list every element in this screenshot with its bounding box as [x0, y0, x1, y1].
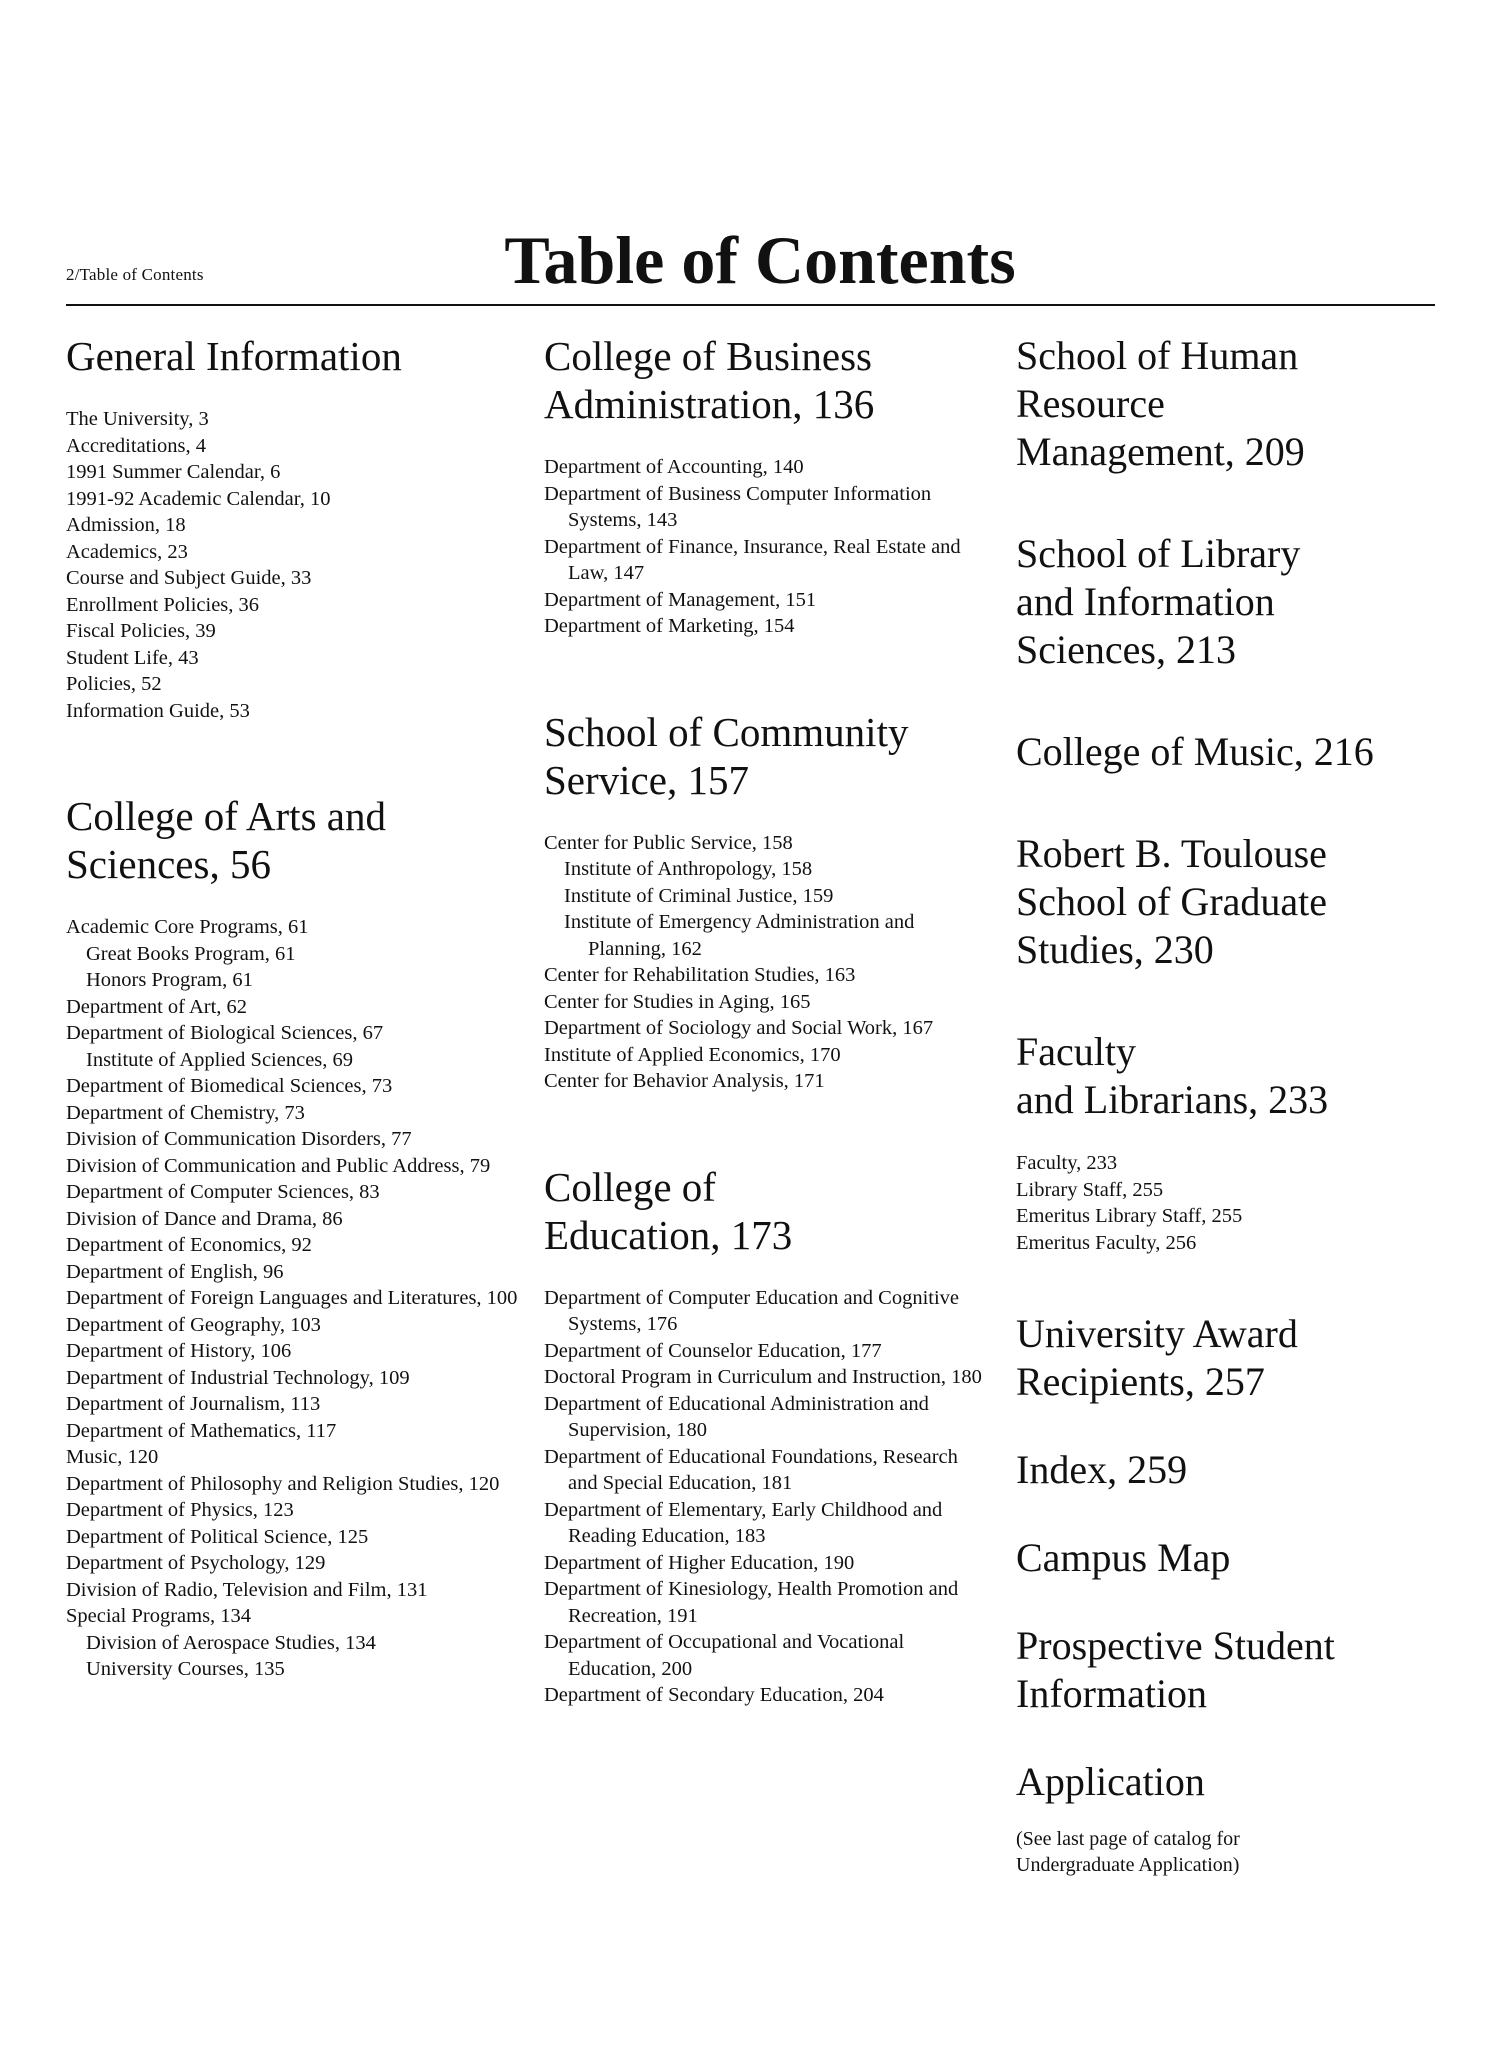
- toc-entry[interactable]: Department of Physics, 123: [66, 1499, 294, 1521]
- heading-line: Studies, 230: [1016, 927, 1214, 972]
- toc-entry[interactable]: Department of Journalism, 113: [66, 1393, 321, 1415]
- heading-line: School of Human: [1016, 333, 1299, 378]
- heading-line: Administration, 136: [544, 381, 875, 427]
- heading-line: College of Business: [544, 333, 872, 379]
- toc-entry[interactable]: Fiscal Policies, 39: [66, 620, 216, 642]
- title-rule: [66, 304, 1435, 306]
- section-faculty-and-librarians: [1016, 1028, 1446, 1256]
- section-campus-map[interactable]: [1016, 1534, 1446, 1582]
- toc-entry[interactable]: Department of Computer Sciences, 83: [66, 1181, 380, 1203]
- toc-entry[interactable]: Department of Business Computer Information Systems, 143: [544, 482, 932, 531]
- toc-subentry[interactable]: Honors Program, 61: [86, 969, 253, 991]
- section-library-information-sciences[interactable]: [1016, 530, 1446, 674]
- toc-entry[interactable]: Department of Finance, Insurance, Real Estate and Law, 147: [544, 535, 961, 584]
- heading-line: and Librarians, 233: [1016, 1077, 1329, 1122]
- entry-list: [544, 1285, 984, 1709]
- toc-entry[interactable]: Department of Foreign Languages and Literatures, 100: [66, 1287, 518, 1309]
- toc-entry[interactable]: Department of Industrial Technology, 109: [66, 1366, 410, 1389]
- toc-entry[interactable]: Emeritus Library Staff, 255: [1016, 1205, 1243, 1227]
- toc-entry[interactable]: Music, 120: [66, 1446, 159, 1468]
- toc-entry[interactable]: Department of Elementary, Early Childhood and Reading Education, 183: [544, 1498, 943, 1547]
- toc-entry[interactable]: Library Staff, 255: [1016, 1178, 1164, 1201]
- toc-entry[interactable]: Department of Counselor Education, 177: [544, 1339, 882, 1362]
- toc-entry[interactable]: Center for Behavior Analysis, 171: [544, 1070, 825, 1092]
- heading-line: University Award: [1016, 1311, 1298, 1356]
- toc-entry[interactable]: Doctoral Program in Curriculum and Instruction, 180: [544, 1366, 982, 1388]
- toc-subentry[interactable]: Division of Aerospace Studies, 134: [86, 1631, 376, 1654]
- note-line: Undergraduate Application): [1016, 1854, 1240, 1876]
- toc-entry[interactable]: Department of Economics, 92: [66, 1234, 312, 1256]
- toc-subentry[interactable]: Institute of Applied Sciences, 69: [86, 1048, 354, 1071]
- heading-line: Resource: [1016, 381, 1165, 426]
- toc-entry[interactable]: Academic Core Programs, 61: [66, 916, 309, 938]
- page-title: Table of Contents: [504, 222, 1016, 298]
- toc-entry[interactable]: Department of Management, 151: [544, 588, 817, 611]
- toc-entry[interactable]: Division of Radio, Television and Film, 131: [66, 1578, 428, 1601]
- heading-line: Management, 209: [1016, 429, 1305, 474]
- toc-entry[interactable]: Department of Psychology, 129: [66, 1552, 326, 1574]
- section-heading: [544, 708, 984, 804]
- toc-entry[interactable]: Department of Sociology and Social Work, 167: [544, 1017, 934, 1039]
- toc-entry[interactable]: Department of History, 106: [66, 1340, 292, 1362]
- toc-entry[interactable]: Department of Art, 62: [66, 995, 248, 1018]
- toc-entry[interactable]: Department of Occupational and Vocational Education, 200: [544, 1631, 905, 1680]
- section-human-resource-management[interactable]: [1016, 332, 1446, 476]
- toc-entry[interactable]: Department of Political Science, 125: [66, 1525, 369, 1548]
- toc-entry[interactable]: Division of Communication and Public Address, 79: [66, 1154, 491, 1177]
- section-heading: [544, 1163, 984, 1259]
- toc-subentry[interactable]: Institute of Criminal Justice, 159: [564, 884, 834, 907]
- toc-entry[interactable]: 1991-92 Academic Calendar, 10: [66, 487, 331, 510]
- heading-line: Robert B. Toulouse: [1016, 831, 1327, 876]
- middle-column: [544, 332, 984, 1709]
- toc-entry[interactable]: Department of Secondary Education, 204: [544, 1684, 884, 1706]
- section-heading[interactable]: [1016, 1758, 1446, 1806]
- toc-entry[interactable]: Department of Computer Education and Cognitive Systems, 176: [544, 1286, 960, 1335]
- toc-entry[interactable]: Admission, 18: [66, 514, 186, 536]
- section-prospective-student-information[interactable]: [1016, 1622, 1446, 1718]
- toc-entry[interactable]: Department of Accounting, 140: [544, 456, 804, 478]
- heading-line: Prospective Student: [1016, 1623, 1335, 1668]
- toc-entry[interactable]: Policies, 52: [66, 673, 162, 695]
- toc-entry[interactable]: 1991 Summer Calendar, 6: [66, 461, 281, 483]
- toc-entry[interactable]: Information Guide, 53: [66, 699, 250, 722]
- heading-line: College of Arts and: [66, 793, 386, 839]
- heading-line: Index, 259: [1016, 1447, 1188, 1492]
- entry-list: [1016, 1150, 1446, 1256]
- toc-entry[interactable]: Department of Educational Foundations, Research and Special Education, 181: [544, 1445, 958, 1494]
- section-graduate-studies[interactable]: [1016, 830, 1446, 974]
- toc-entry[interactable]: Faculty, 233: [1016, 1152, 1118, 1174]
- note-line: (See last page of catalog for: [1016, 1828, 1240, 1850]
- heading-line: College of: [544, 1163, 716, 1210]
- toc-entry[interactable]: Enrollment Policies, 36: [66, 593, 260, 616]
- entry-list: [544, 830, 984, 1095]
- section-college-of-education: [544, 1163, 984, 1709]
- section-university-award-recipients[interactable]: [1016, 1310, 1446, 1406]
- toc-entry[interactable]: Center for Public Service, 158: [544, 831, 793, 854]
- entry-list: [66, 406, 536, 724]
- section-general-information: [66, 332, 536, 724]
- heading-line: College of Music, 216: [1016, 729, 1374, 774]
- application-note: [1016, 1826, 1446, 1878]
- toc-entry[interactable]: Student Life, 43: [66, 646, 199, 669]
- section-heading: [66, 792, 536, 888]
- toc-entry[interactable]: Department of Higher Education, 190: [544, 1551, 855, 1574]
- toc-entry[interactable]: Department of Biomedical Sciences, 73: [66, 1075, 393, 1097]
- heading-line: Campus Map: [1016, 1535, 1231, 1580]
- toc-entry[interactable]: Department of Marketing, 154: [544, 615, 795, 637]
- running-head: 2/Table of Contents: [66, 265, 204, 284]
- toc-entry[interactable]: Department of Kinesiology, Health Promotion and Recreation, 191: [544, 1578, 959, 1627]
- heading-line: and Information: [1016, 579, 1275, 624]
- section-arts-and-sciences: [66, 792, 536, 1683]
- toc-entry[interactable]: Division of Dance and Drama, 86: [66, 1207, 343, 1230]
- section-heading: General Information: [66, 333, 402, 379]
- section-heading[interactable]: [1016, 1028, 1446, 1124]
- toc-entry[interactable]: Department of Biological Sciences, 67: [66, 1022, 384, 1044]
- toc-entry[interactable]: Department of Philosophy and Religion Studies, 120: [66, 1472, 500, 1495]
- heading-line: School of Library: [1016, 531, 1301, 576]
- section-college-of-music[interactable]: [1016, 728, 1446, 776]
- entry-list: [544, 454, 984, 640]
- heading-line: Education, 173: [544, 1211, 793, 1258]
- right-column: [1016, 332, 1446, 1878]
- section-community-service: [544, 708, 984, 1095]
- toc-entry[interactable]: Accreditations, 4: [66, 434, 207, 457]
- toc-entry[interactable]: Division of Communication Disorders, 77: [66, 1128, 412, 1150]
- entry-list: [66, 914, 536, 1683]
- heading-line: School of Graduate: [1016, 879, 1328, 924]
- toc-entry[interactable]: Center for Studies in Aging, 165: [544, 990, 811, 1013]
- heading-line: Information: [1016, 1671, 1208, 1716]
- heading-line: Faculty: [1016, 1029, 1136, 1074]
- section-business-administration: [544, 332, 984, 640]
- toc-entry[interactable]: Institute of Applied Economics, 170: [544, 1043, 841, 1066]
- toc-entry[interactable]: Department of Chemistry, 73: [66, 1101, 305, 1124]
- toc-entry[interactable]: The University, 3: [66, 408, 209, 430]
- heading-line: Application: [1016, 1759, 1205, 1804]
- toc-entry[interactable]: Course and Subject Guide, 33: [66, 567, 312, 589]
- toc-entry[interactable]: Academics, 23: [66, 540, 188, 563]
- heading-line: Recipients, 257: [1016, 1359, 1265, 1404]
- heading-line: Sciences, 56: [66, 841, 271, 887]
- left-column: [66, 332, 536, 1683]
- toc-entry[interactable]: Center for Rehabilitation Studies, 163: [544, 964, 856, 986]
- toc-entry[interactable]: Department of Educational Administration and Supervision, 180: [544, 1392, 929, 1441]
- toc-entry[interactable]: Department of Geography, 103: [66, 1313, 321, 1336]
- heading-line: Sciences, 213: [1016, 627, 1236, 672]
- section-application: [1016, 1758, 1446, 1878]
- toc-entry[interactable]: Department of English, 96: [66, 1260, 284, 1283]
- toc-entry[interactable]: Special Programs, 134: [66, 1605, 252, 1627]
- section-heading: [544, 332, 984, 428]
- section-index[interactable]: [1016, 1446, 1446, 1494]
- toc-subentry[interactable]: University Courses, 135: [86, 1658, 285, 1680]
- toc-subentry[interactable]: Institute of Emergency Administration and Planning, 162: [564, 911, 915, 960]
- heading-line: Service, 157: [544, 756, 749, 803]
- toc-subentry[interactable]: Great Books Program, 61: [86, 942, 296, 965]
- toc-entry[interactable]: Emeritus Faculty, 256: [1016, 1231, 1197, 1254]
- toc-entry[interactable]: Department of Mathematics, 117: [66, 1419, 337, 1442]
- toc-subentry[interactable]: Institute of Anthropology, 158: [564, 858, 813, 880]
- heading-line: School of Community: [544, 708, 909, 755]
